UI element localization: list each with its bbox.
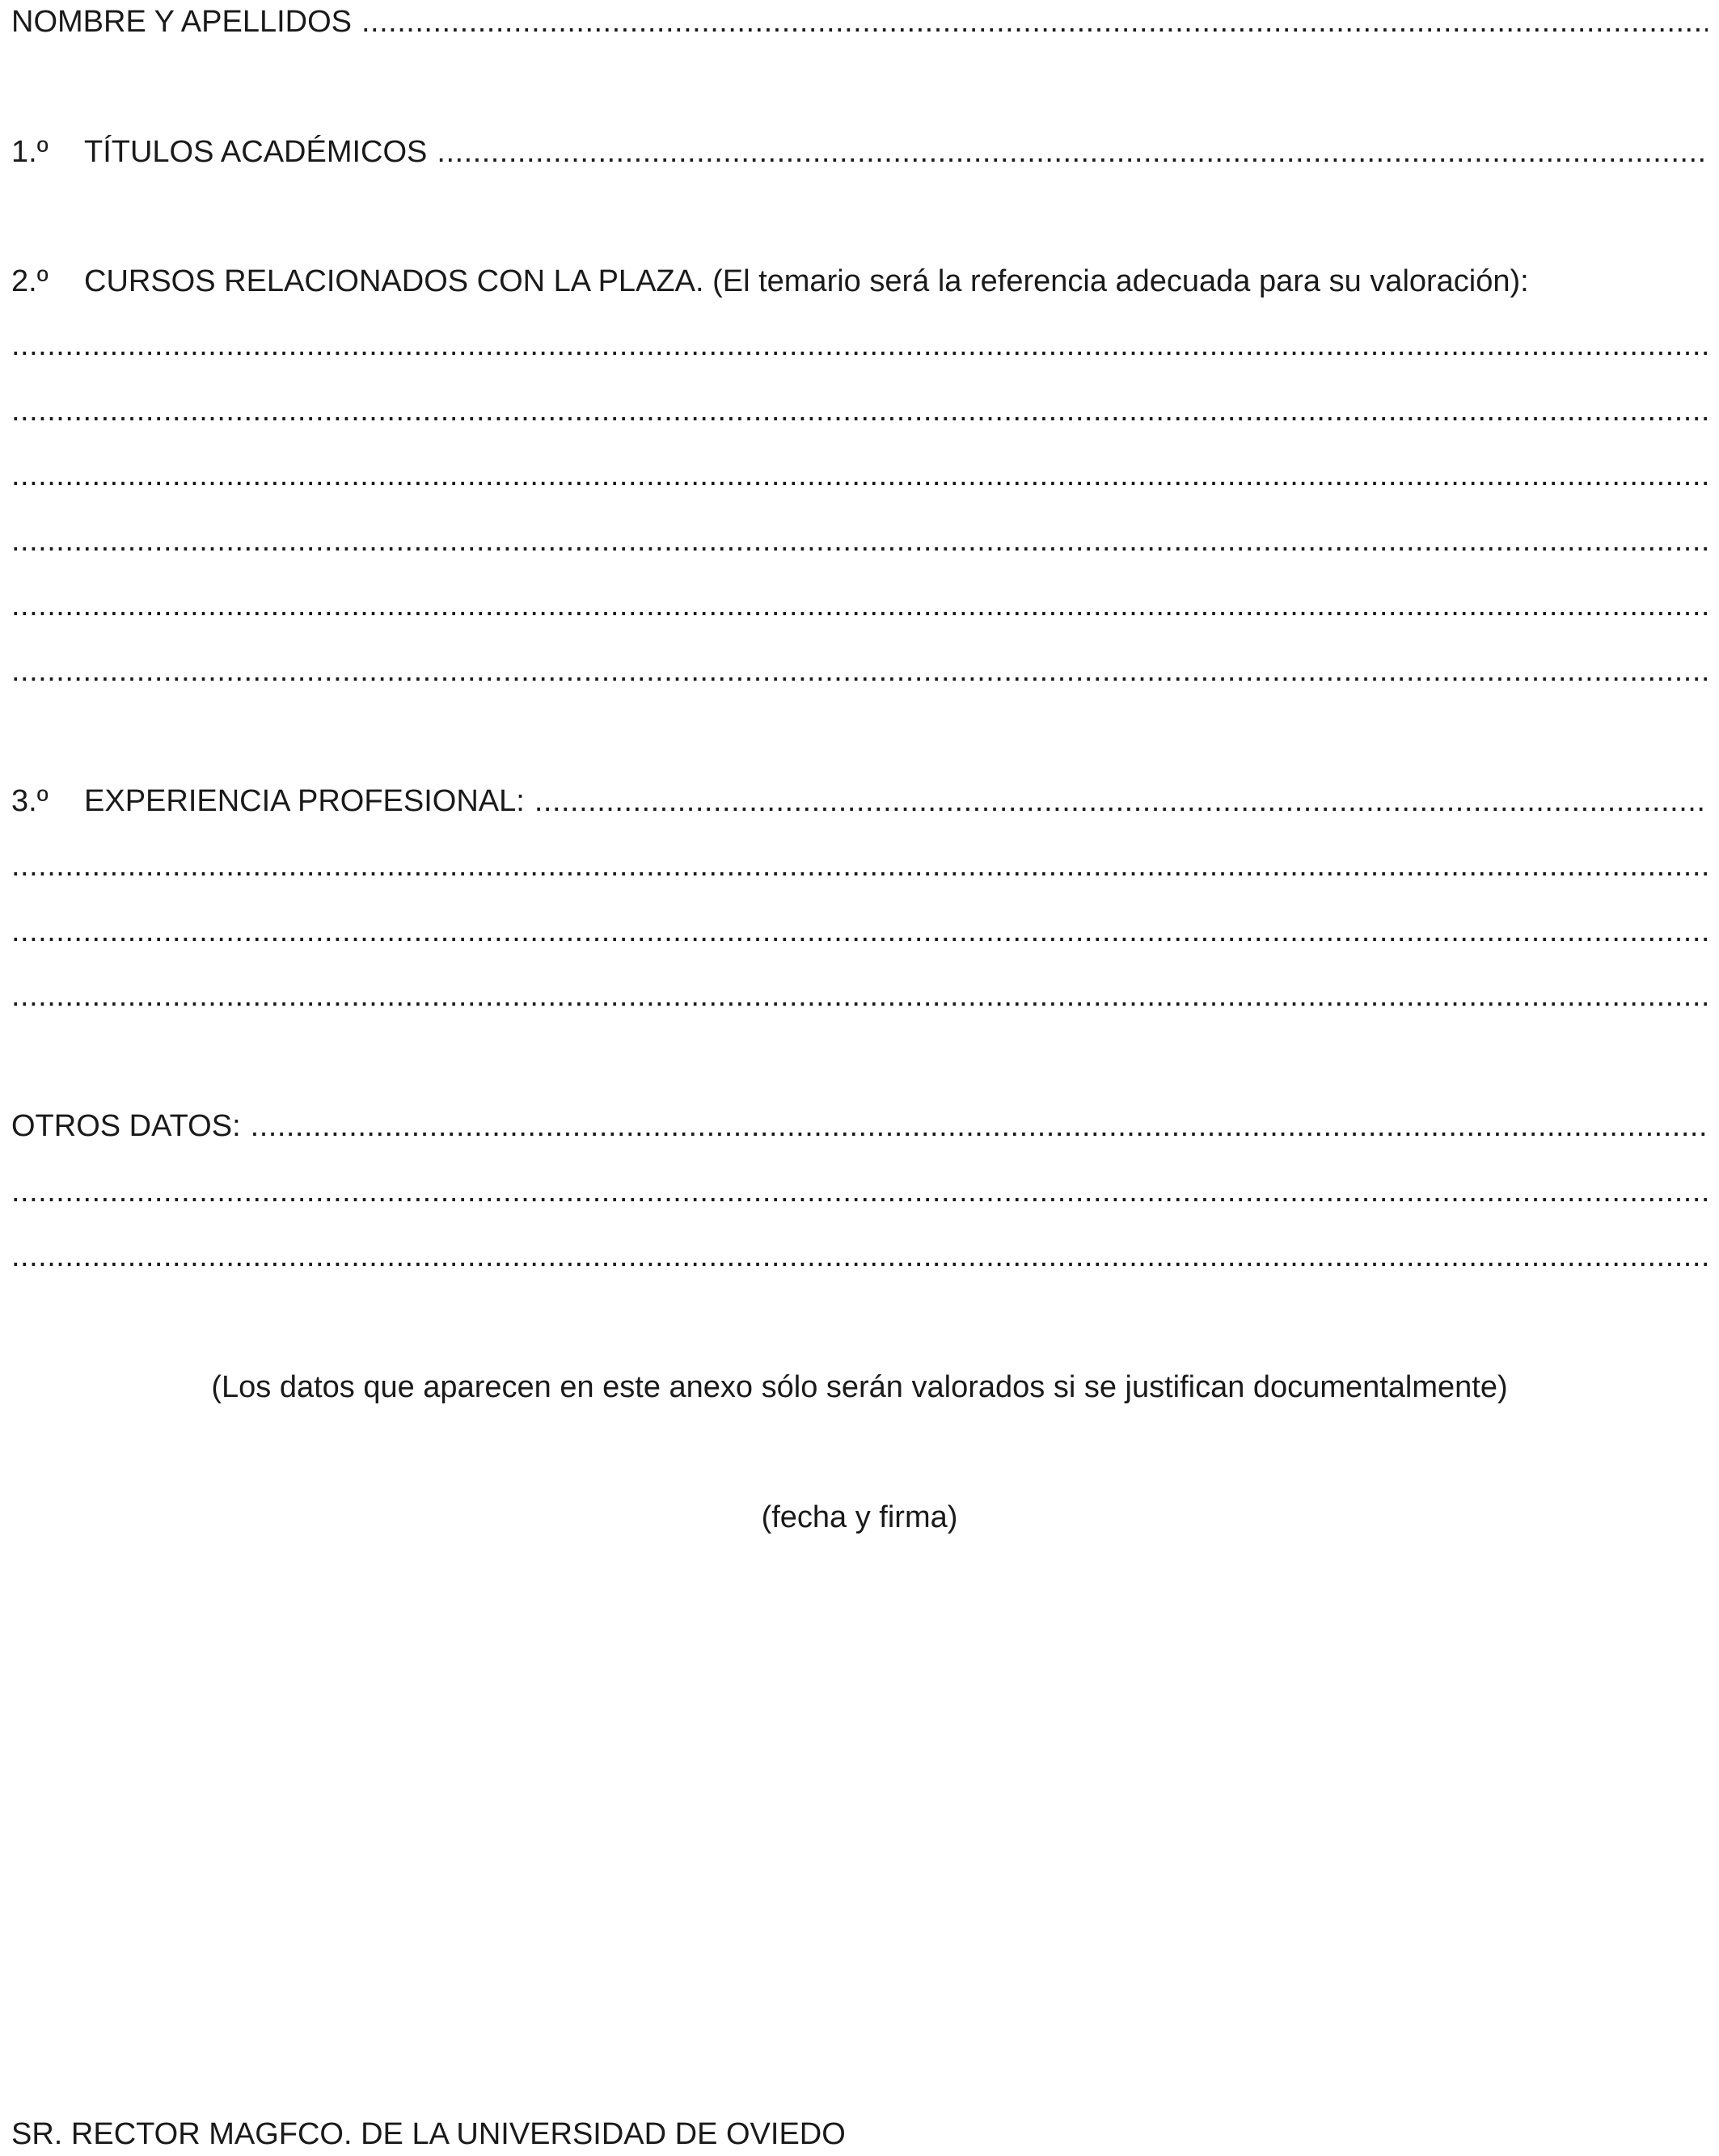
section-2-fill-line[interactable] <box>11 651 1708 691</box>
other-data-fill-line[interactable] <box>11 1236 1708 1276</box>
section-3-fill-line[interactable] <box>11 911 1708 951</box>
section-3-title: EXPERIENCIA PROFESIONAL: <box>84 784 525 818</box>
section-1-fill-line[interactable] <box>437 132 1708 172</box>
section-2-number: 2.º <box>11 264 49 298</box>
section-3-number: 3.º <box>11 784 49 818</box>
other-data-label: OTROS DATOS: <box>11 1109 241 1143</box>
name-line <box>11 2 1708 42</box>
section-2-fill-line[interactable] <box>11 390 1708 431</box>
date-signature-label: (fecha y firma) <box>761 1500 958 1534</box>
section-2-title: CURSOS RELACIONADOS CON LA PLAZA. (El temario será la referencia adecuada para su valoración): <box>84 264 1529 298</box>
other-data-fill-line[interactable] <box>11 1171 1708 1212</box>
section-2-line <box>11 261 1708 302</box>
addressee: SR. RECTOR MAGFCO. DE LA UNIVERSIDAD DE OVIEDO <box>11 2117 846 2151</box>
section-2-fill-line[interactable] <box>11 455 1708 496</box>
section-2-fill-line[interactable] <box>11 325 1708 365</box>
name-label: NOMBRE Y APELLIDOS <box>11 5 352 39</box>
section-3-fill-line[interactable] <box>11 846 1708 886</box>
section-1-title: TÍTULOS ACADÉMICOS <box>84 135 428 169</box>
section-3-fill-line[interactable] <box>11 976 1708 1016</box>
other-data-fill-line[interactable] <box>251 1106 1708 1146</box>
other-data-line <box>11 1106 1708 1146</box>
section-3-fill-line[interactable] <box>534 781 1708 821</box>
section-3-line <box>11 781 1708 821</box>
section-1-number: 1.º <box>11 135 49 169</box>
documentation-note: (Los datos que aparecen en este anexo sólo serán valorados si se justifican documentalmente) <box>211 1370 1508 1404</box>
section-1-line <box>11 132 1708 172</box>
section-2-fill-line[interactable] <box>11 521 1708 561</box>
name-fill-line[interactable] <box>361 2 1708 42</box>
section-2-fill-line[interactable] <box>11 585 1708 626</box>
